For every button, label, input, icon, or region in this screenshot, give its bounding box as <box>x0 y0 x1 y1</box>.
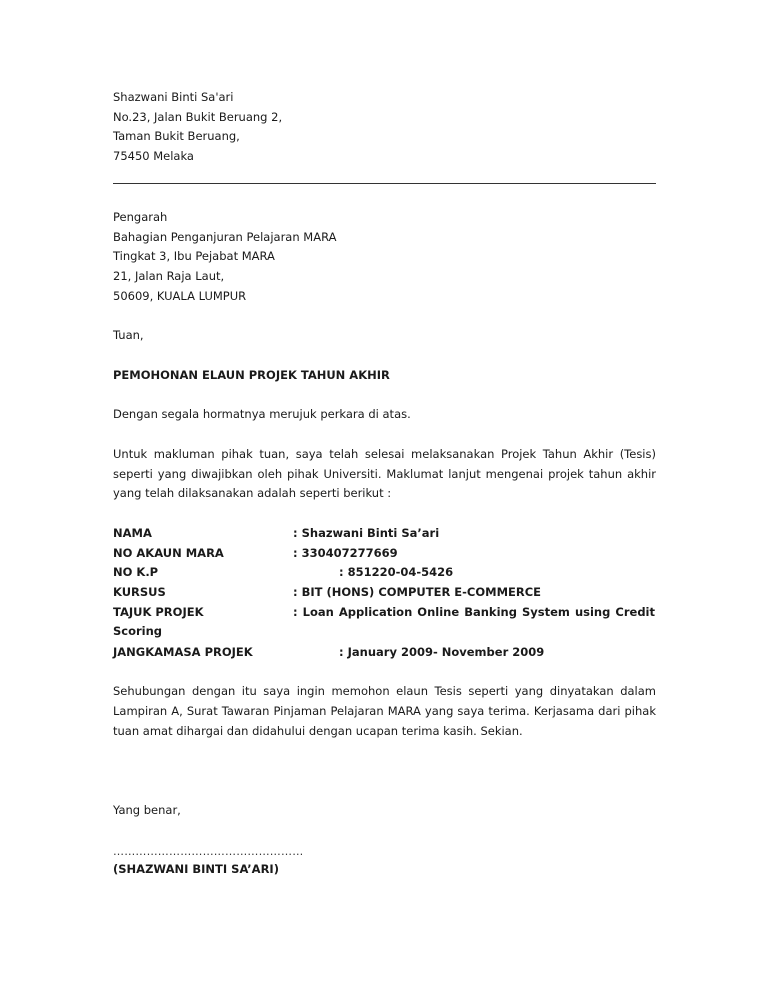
detail-value-kursus: : BIT (HONS) COMPUTER E-COMMERCE <box>293 585 542 599</box>
letter-subject: PEMOHONAN ELAUN PROJEK TAHUN AKHIR <box>113 368 390 382</box>
detail-value-nama: : Shazwani Binti Sa’ari <box>293 526 440 540</box>
paragraph2-line2: Lampiran A, Surat Tawaran Pinjaman Pelajaran MARA yang saya terima. Kerjasama dari pihak <box>113 704 656 718</box>
detail-label-kursus: KURSUS <box>113 585 166 599</box>
paragraph2-line1: Sehubungan dengan itu saya ingin memohon elaun Tesis seperti yang dinyatakan dalam <box>113 684 656 698</box>
sender-address-line1: No.23, Jalan Bukit Beruang 2, <box>113 110 283 124</box>
detail-label-tajuk: TAJUK PROJEK <box>113 605 204 619</box>
detail-label-akaun: NO AKAUN MARA <box>113 546 224 560</box>
signature-name: (SHAZWANI BINTI SA’ARI) <box>113 862 279 876</box>
sender-address-line2: Taman Bukit Beruang, <box>113 129 240 143</box>
paragraph1-line3: yang telah dilaksanakan adalah seperti berikut : <box>113 486 392 500</box>
header-divider <box>113 183 656 184</box>
recipient-department: Bahagian Penganjuran Pelajaran MARA <box>113 230 337 244</box>
detail-value-jangkamasa: : January 2009- November 2009 <box>339 645 545 659</box>
detail-value-kp: : 851220-04-5426 <box>339 565 454 579</box>
signature-line: …………………………………………… <box>113 845 304 858</box>
detail-value-tajuk: : Loan Application Online Banking System using Credit <box>293 605 655 619</box>
sender-name: Shazwani Binti Sa'ari <box>113 90 234 104</box>
salutation: Tuan, <box>113 328 144 342</box>
detail-label-nama: NAMA <box>113 526 152 540</box>
paragraph1-line2: seperti yang diwajibkan oleh pihak Universiti. Maklumat lanjut mengenai projek tahun akhir <box>113 467 656 481</box>
detail-label-kp: NO K.P <box>113 565 159 579</box>
detail-label-jangkamasa: JANGKAMASA PROJEK <box>113 645 253 659</box>
sender-address-line3: 75450 Melaka <box>113 149 194 163</box>
recipient-address-line2: 21, Jalan Raja Laut, <box>113 269 225 283</box>
opening-sentence: Dengan segala hormatnya merujuk perkara di atas. <box>113 407 411 421</box>
recipient-address-line3: 50609, KUALA LUMPUR <box>113 289 247 303</box>
detail-value-tajuk-cont: Scoring <box>113 624 163 638</box>
closing: Yang benar, <box>113 803 181 817</box>
recipient-title: Pengarah <box>113 210 168 224</box>
paragraph2-line3: tuan amat dihargai dan didahului dengan ucapan terima kasih. Sekian. <box>113 724 523 738</box>
recipient-address-line1: Tingkat 3, Ibu Pejabat MARA <box>113 249 275 263</box>
detail-value-akaun: : 330407277669 <box>293 546 398 560</box>
paragraph1-line1: Untuk makluman pihak tuan, saya telah selesai melaksanakan Projek Tahun Akhir (Tesis) <box>113 447 656 461</box>
